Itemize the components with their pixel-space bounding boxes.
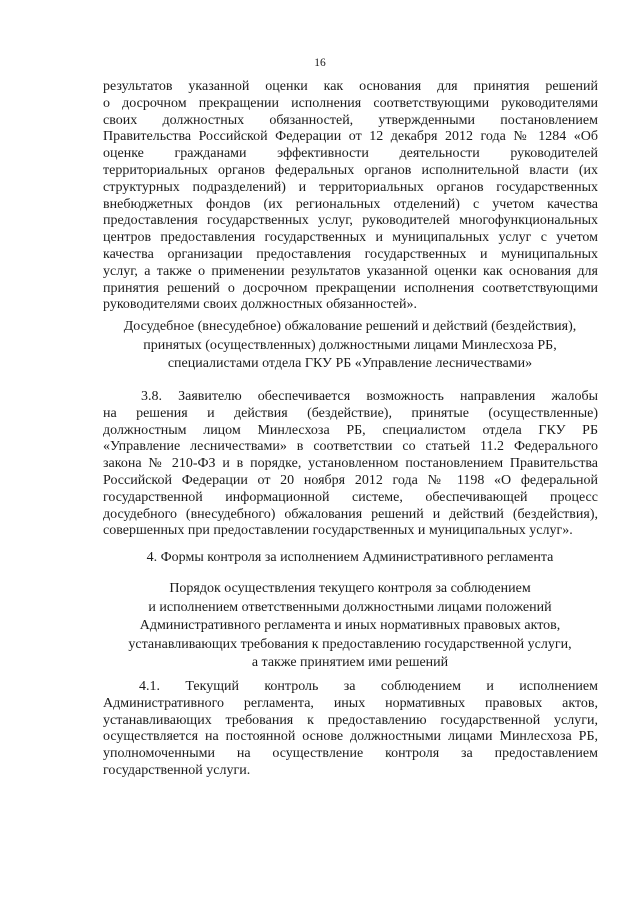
text-line: оценке гражданами эффективности деятельности руководителей (103, 146, 598, 162)
text-line: совершенных при предоставлении государственных и муниципальных услуг». (103, 523, 573, 539)
text-line: закона № 210-ФЗ и в порядке, установленном постановлением Правительства (103, 456, 598, 472)
text-line: структурных подразделений) и территориальных органов государственных (103, 179, 598, 195)
heading-appeal (60, 318, 640, 374)
text-line: внебюджетных фондов (их региональных отделений) с учетом качества (103, 196, 598, 212)
text-line: Российской Федерации от 20 ноября 2012 года № 1198 «О федеральной (103, 472, 598, 488)
text-line: центров предоставления государственных и муниципальных услуг с учетом (103, 230, 598, 246)
paragraph-3-8 (103, 389, 598, 540)
text-line: должностным лицом Минлесхоза РБ, специалистом отдела ГКУ РБ (103, 422, 598, 438)
text-line: государственной информационной системе, обеспечивающей процесс (103, 489, 598, 505)
text-line: устанавливающих требования к предоставлению государственной услуги, (103, 712, 598, 728)
heading-line: принятых (осуществленных) должностными лицами Минлесхоза РБ, (143, 337, 557, 353)
page-number: 16 (314, 57, 326, 69)
text-line: государственной услуги. (103, 762, 251, 778)
text-line: осуществляется на постоянной основе должностными лицами Минлесхоза РБ, (103, 729, 598, 745)
text-line: услуг, а также о применении результатов указанной оценки как основания для (103, 263, 598, 279)
paragraph-continuation (103, 79, 598, 314)
text-line: 3.8. Заявителю обеспечивается возможность направления жалобы (141, 389, 598, 404)
text-line: 4.1. Текущий контроль за соблюдением и исполнением (139, 679, 598, 694)
text-line: руководителями своих должностных обязанностей». (103, 297, 417, 313)
heading-line: Административного регламента и иных нормативных правовых актов, (139, 618, 561, 633)
text-line: о досрочном прекращении исполнения соответствующими руководителями (103, 95, 598, 111)
section-4-title-block (60, 549, 640, 568)
text-line: уполномоченными на осуществление контроля за предоставлением (103, 746, 598, 762)
heading-line: Порядок осуществления текущего контроля за соблюдением (169, 581, 531, 596)
text-line: принятия решений о досрочном прекращении исполнения соответствующими (103, 280, 598, 296)
heading-line: а также принятием ими решений (251, 655, 449, 670)
text-line: Правительства Российской Федерации от 12 декабря 2012 года № 1284 «Об (103, 129, 598, 145)
section-title: 4. Формы контроля за исполнением Административного регламента (146, 550, 554, 565)
text-line: на решения и действия (бездействие), принятые (осуществленные) (103, 405, 598, 421)
heading-line: специалистами отдела ГКУ РБ «Управление лесничествами» (167, 356, 533, 371)
text-line: Административного регламента, иных нормативных правовых актов, (103, 695, 598, 711)
text-line: «Управление лесничествами» в соответствии со статьей 11.2 Федерального (103, 439, 598, 455)
heading-control (60, 580, 640, 673)
heading-line: Досудебное (внесудебное) обжалование решений и действий (бездействия), (123, 319, 577, 334)
text-line: территориальных органов федеральных органов исполнительной власти (их (103, 162, 598, 178)
text-line: качества организации предоставления государственных и муниципальных (103, 246, 598, 262)
heading-line: и исполнением ответственными должностными лицами положений (148, 599, 552, 615)
text-line: результатов указанной оценки как основания для принятия решений (103, 79, 598, 94)
text-line: досудебного (внесудебного) обжалования решений и действий (бездействия), (103, 506, 598, 522)
heading-line: устанавливающих требования к предоставлению государственной услуги, (128, 636, 572, 652)
text-line: своих должностных обязанностей, утвержденными постановлением (103, 112, 598, 128)
text-line: предоставления государственных услуг, руководителей многофункциональных (103, 213, 598, 229)
paragraph-4-1 (103, 679, 598, 780)
